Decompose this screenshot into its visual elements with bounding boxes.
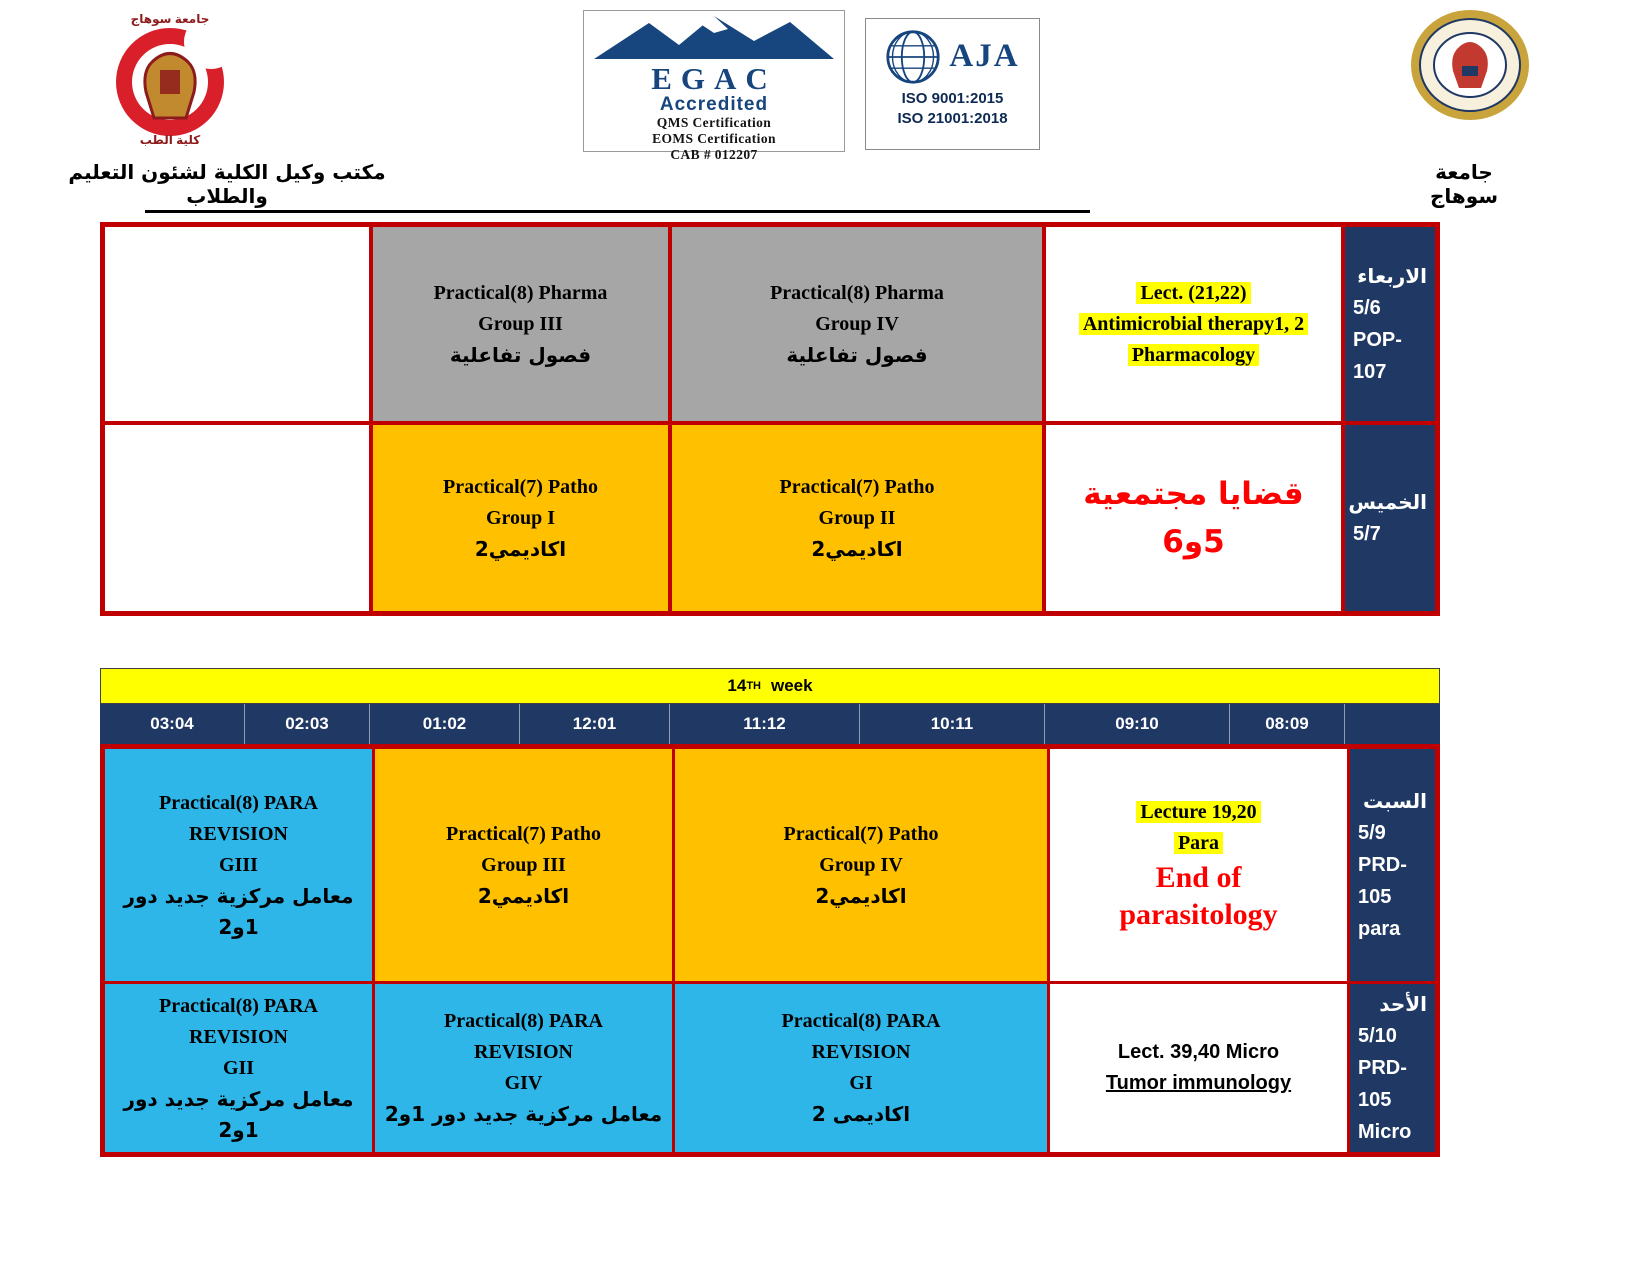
cell-line: اكاديمي2 xyxy=(474,536,567,561)
highlighted-text: Para xyxy=(1174,832,1223,854)
time-slot: 03:04 xyxy=(100,704,245,744)
office-title: مكتب وكيل الكلية لشئون التعليم والطلاب xyxy=(68,160,386,208)
cell-line xyxy=(1128,340,1259,371)
cell-line: اكاديمى 2 xyxy=(811,1102,911,1126)
week-ordinal: TH xyxy=(746,680,761,692)
day-date: 5/9 xyxy=(1358,822,1386,844)
cell-line: Group III xyxy=(478,312,563,335)
time-slot: 08:09 xyxy=(1230,704,1345,744)
time-slot: 02:03 xyxy=(245,704,370,744)
svg-text:جامعة سوهاج: جامعة سوهاج xyxy=(130,12,210,26)
highlighted-text: Antimicrobial therapy1, 2 xyxy=(1079,313,1308,335)
cell-line: اكاديمي2 xyxy=(477,883,570,908)
aja-name: AJA xyxy=(949,38,1020,74)
cell-pharma-group3 xyxy=(373,227,668,421)
cell-line xyxy=(1079,309,1308,340)
day-thursday xyxy=(1345,425,1435,611)
cell-line: Practical(8) PARA xyxy=(781,1010,941,1032)
community-issues-text: قضايا مجتمعية 5و6 xyxy=(1083,475,1304,560)
week-word: week xyxy=(771,676,813,695)
egac-cert-line: CAB # 012207 xyxy=(670,147,758,162)
iso-line: ISO 9001:2015 xyxy=(901,90,1004,107)
egac-accredited-label: Accredited xyxy=(659,94,769,115)
timetable-top xyxy=(100,222,1440,616)
cell-pharmacology-lecture xyxy=(1046,227,1341,421)
cell-line: Group I xyxy=(485,506,556,529)
day-room: POP- xyxy=(1353,329,1402,351)
time-slot: 11:12 xyxy=(670,704,860,744)
cell-patho-group2 xyxy=(672,425,1042,611)
cell-para-revision-g2 xyxy=(105,984,372,1152)
cell-line: GI xyxy=(849,1072,873,1094)
day-sunday xyxy=(1350,984,1435,1152)
cell-patho-group3 xyxy=(375,749,672,981)
highlighted-text: Lect. (21,22) xyxy=(1136,282,1250,304)
timetable-bottom xyxy=(100,744,1440,1157)
time-slot: 12:01 xyxy=(520,704,670,744)
cell-line: Practical(8) PARA xyxy=(443,1010,603,1032)
egac-mountains-icon xyxy=(594,13,834,59)
cell-line: Practical(7) Patho xyxy=(446,822,601,845)
cell-line: Group IV xyxy=(819,853,903,876)
cell-line: معامل مركزية جديد دور 1و2 xyxy=(123,1086,354,1142)
cell-line xyxy=(1136,278,1250,309)
university-title: جامعة سوهاج xyxy=(1430,160,1498,208)
time-slot: 10:11 xyxy=(860,704,1045,744)
cell-line: Tumor immunology xyxy=(1105,1072,1292,1094)
cell-line: فصول تفاعلية xyxy=(786,342,928,367)
cell-para-revision-g4 xyxy=(375,984,672,1152)
week-number: 14 xyxy=(727,676,747,695)
day-saturday xyxy=(1350,749,1435,981)
cell-line: اكاديمي2 xyxy=(811,536,903,561)
highlighted-text: Pharmacology xyxy=(1128,344,1259,366)
day-room: 105 xyxy=(1358,1089,1392,1111)
aja-iso-logo xyxy=(865,18,1040,150)
cell-line: REVISION xyxy=(189,822,288,845)
cell-para-revision-g3 xyxy=(105,749,372,981)
cell-line: Practical(7) Patho xyxy=(443,475,598,498)
cell-line: REVISION xyxy=(189,1025,288,1048)
day-room: PRD- xyxy=(1358,854,1407,876)
cell-line: Lect. 39,40 Micro xyxy=(1117,1041,1280,1063)
cell-line: Practical(7) Patho xyxy=(783,822,939,845)
cell-line: فصول تفاعلية xyxy=(449,342,592,367)
cell-patho-group4 xyxy=(675,749,1047,981)
header-rule xyxy=(145,210,1090,213)
day-date: 5/6 xyxy=(1353,297,1381,319)
sohag-university-logo xyxy=(1408,8,1533,126)
cell-empty xyxy=(105,425,369,611)
week-banner xyxy=(100,668,1440,704)
cell-line: Practical(8) Pharma xyxy=(433,281,608,304)
cell-patho-group1 xyxy=(373,425,668,611)
cell-line: Group III xyxy=(481,853,566,876)
cell-community-issues xyxy=(1046,425,1341,611)
cell-line: GIV xyxy=(504,1072,543,1094)
time-header-row xyxy=(100,704,1440,744)
time-slot: 09:10 xyxy=(1045,704,1230,744)
crescent-pharaoh-icon xyxy=(85,8,255,148)
day-name: السبت xyxy=(1362,789,1427,813)
cell-line: معامل مركزية جديد دور 1و2 xyxy=(384,1102,663,1126)
cell-line: End of xyxy=(1155,860,1242,894)
cell-line: اكاديمي2 xyxy=(815,883,907,908)
aja-logo-top xyxy=(866,19,1039,89)
cell-line: Practical(8) PARA xyxy=(158,791,318,814)
cell-parasitology-lecture xyxy=(1050,749,1347,981)
day-room: 105 xyxy=(1358,886,1392,908)
cell-line: parasitology xyxy=(1119,898,1278,931)
day-name: الأحد xyxy=(1379,992,1427,1016)
day-subject: Micro xyxy=(1358,1121,1412,1143)
time-slot-blank xyxy=(1345,704,1440,744)
egac-cert-line: EOMS Certification xyxy=(652,131,776,146)
cell-line: GIII xyxy=(219,853,258,876)
egac-name: EGAC xyxy=(651,61,777,96)
cell-line: Group IV xyxy=(815,312,899,335)
time-slot: 01:02 xyxy=(370,704,520,744)
cell-line: Group II xyxy=(818,506,896,529)
day-date: 5/10 xyxy=(1358,1025,1397,1047)
iso-line: ISO 21001:2018 xyxy=(897,110,1008,127)
day-room: 107 xyxy=(1353,361,1387,383)
day-date: 5/7 xyxy=(1353,523,1381,545)
cell-pharma-group4 xyxy=(672,227,1042,421)
cell-line: REVISION xyxy=(474,1041,573,1063)
cell-line: Practical(8) Pharma xyxy=(770,281,944,304)
highlighted-text: Lecture 19,20 xyxy=(1136,801,1260,823)
cell-micro-lecture xyxy=(1050,984,1347,1152)
egac-cert-line: QMS Certification xyxy=(656,115,772,130)
cell-line xyxy=(1174,828,1223,859)
day-subject: para xyxy=(1358,918,1401,940)
cell-line xyxy=(1136,797,1260,828)
cell-line: معامل مركزية جديد دور 1و2 xyxy=(123,883,354,939)
cell-empty xyxy=(105,227,369,421)
cell-line: Practical(8) PARA xyxy=(158,994,318,1017)
faculty-of-medicine-logo xyxy=(85,8,255,148)
day-wednesday xyxy=(1345,227,1435,421)
day-name: الخميس xyxy=(1348,490,1427,514)
cell-para-revision-g1 xyxy=(675,984,1047,1152)
university-emblem-icon xyxy=(1408,8,1533,123)
svg-text:كلية الطب: كلية الطب xyxy=(139,133,201,147)
day-room: PRD- xyxy=(1358,1057,1407,1079)
day-name: الاربعاء xyxy=(1357,264,1427,288)
egac-logo xyxy=(583,10,845,162)
cell-line: GII xyxy=(222,1056,255,1079)
globe-icon xyxy=(885,29,941,85)
cell-line: REVISION xyxy=(811,1041,911,1063)
cell-line: Practical(7) Patho xyxy=(779,475,935,498)
